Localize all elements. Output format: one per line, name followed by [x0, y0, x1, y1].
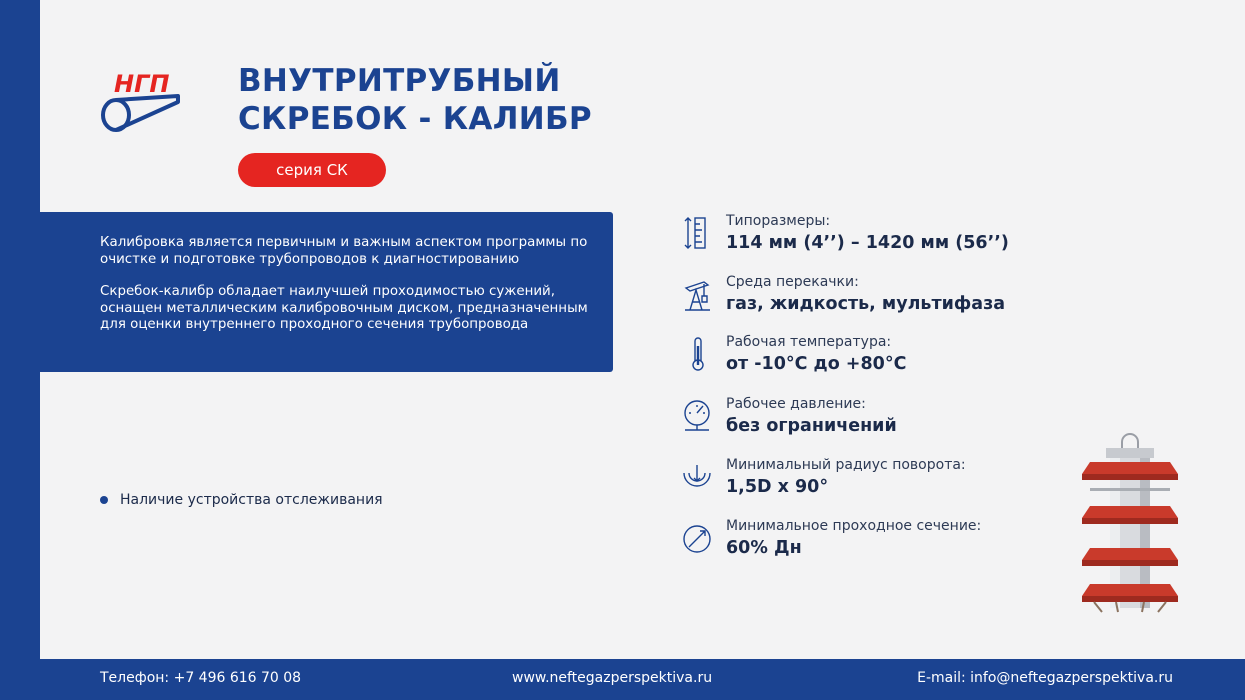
caliper-pig-image [1072, 430, 1188, 616]
company-logo [100, 68, 184, 134]
spec-pressure [682, 396, 1102, 444]
page-title [238, 62, 592, 138]
footer-phone[interactable]: Телефон: +7 496 616 70 08 [100, 670, 302, 686]
spec-min-section [682, 518, 1102, 566]
spec-medium [682, 274, 1102, 322]
spec-label: Типоразмеры: [726, 213, 831, 229]
cup-2 [1082, 506, 1178, 524]
spec-value: 114 мм (4’’) – 1420 мм (56’’) [726, 233, 1009, 253]
spec-label: Среда перекачки: [726, 274, 859, 290]
description-paragraph-1: Калибровка является первичным и важным аспектом программы по очистке и подготовке трубопроводов к диагностированию [100, 235, 588, 267]
feature-text: Наличие устройства отслеживания [120, 492, 383, 508]
spec-label: Рабочая температура: [726, 334, 892, 350]
cup-3 [1082, 548, 1178, 566]
spec-value: без ограничений [726, 416, 897, 436]
spec-value: от -10°С до +80°С [726, 354, 907, 374]
feature-list-item [100, 492, 383, 508]
left-accent-band [0, 0, 40, 700]
spec-value: 1,5D х 90° [726, 477, 829, 497]
bullet-dot-icon [100, 496, 108, 504]
cup-4 [1082, 584, 1178, 602]
bend-radius-icon [682, 459, 712, 495]
spec-label: Рабочее давление: [726, 396, 866, 412]
spec-bend-radius [682, 457, 1102, 505]
size-ruler-icon [682, 215, 712, 251]
description-paragraph-2: Скребок-калибр обладает наилучшей проходимостью сужений, оснащен металлическим калибровочным диском, предназначенным для оценки внутреннего проходного сечения трубопровода [100, 284, 588, 332]
footer-website-link[interactable]: www.neftegazperspektiva.ru [512, 670, 713, 686]
spec-label: Минимальный радиус поворота: [726, 457, 966, 473]
title-line-1: ВНУТРИТРУБНЫЙ [238, 63, 561, 99]
cup-1 [1082, 462, 1178, 480]
spec-label: Минимальное проходное сечение: [726, 518, 982, 534]
spec-sizes [682, 213, 1102, 261]
spec-temperature [682, 334, 1102, 382]
logo-text: НГП [114, 70, 170, 98]
footer-bar [40, 659, 1245, 700]
spec-value: 60% Дн [726, 538, 802, 558]
footer-email-link[interactable]: E-mail: info@neftegazperspektiva.ru [917, 670, 1173, 686]
spec-value: газ, жидкость, мультифаза [726, 294, 1006, 314]
title-line-2: СКРЕБОК - КАЛИБР [238, 101, 592, 137]
series-badge: серия СК [238, 153, 386, 187]
oil-pump-icon [682, 276, 712, 312]
diameter-icon [682, 520, 712, 556]
description-panel [40, 212, 613, 372]
thermometer-icon [682, 336, 712, 372]
pressure-gauge-icon [682, 398, 712, 434]
